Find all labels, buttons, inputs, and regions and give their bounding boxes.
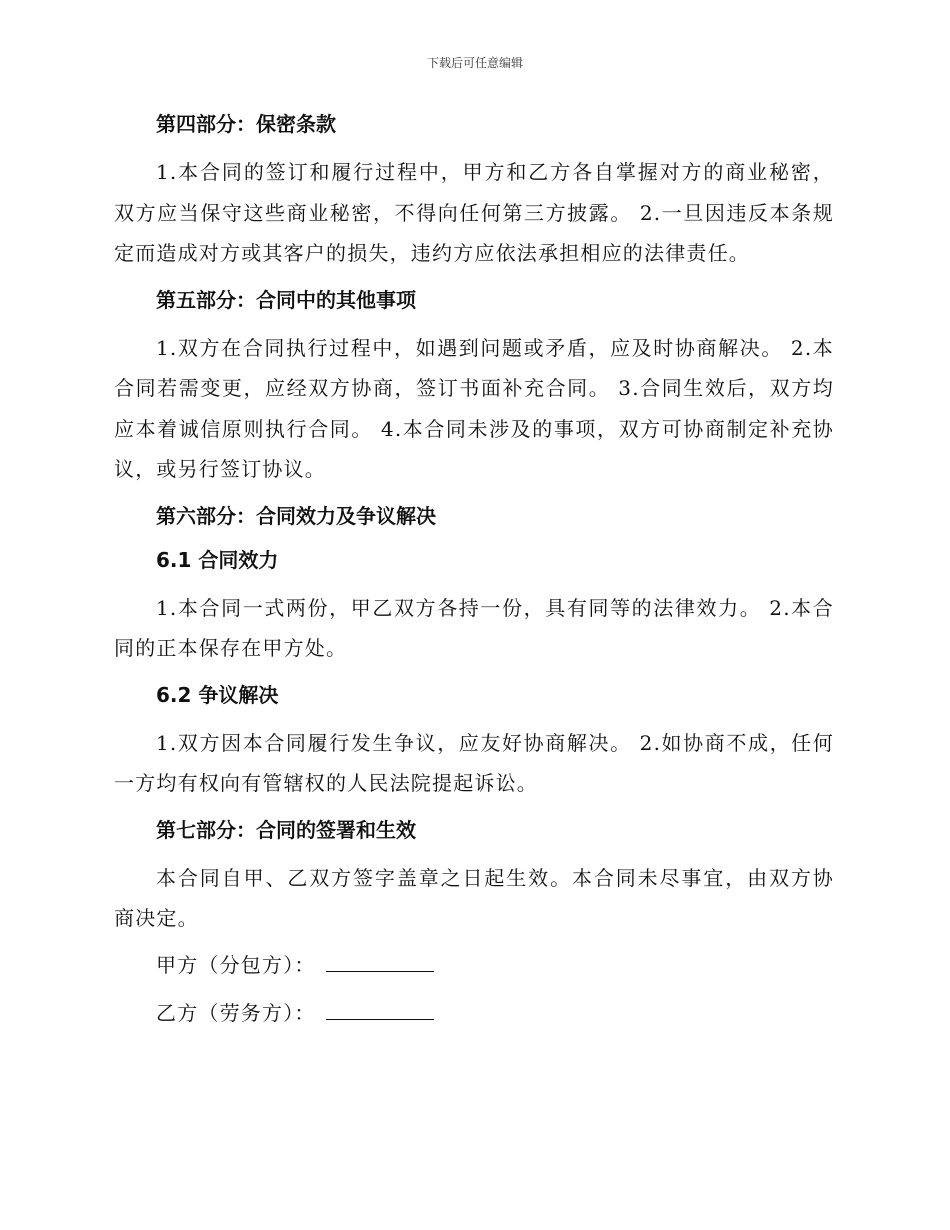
party-b-signature-blank[interactable] — [326, 997, 434, 1020]
section-4-paragraph: 1.本合同的签订和履行过程中，甲方和乙方各自掌握对方的商业秘密，双方应当保守这些商业秘密，不得向任何第三方披露。 2.一旦因违反本条规定而造成对方或其客户的损失，违约方应依法承担相应的法律责任。 — [114, 160, 834, 265]
subsection-6-2-title: 6.2 争议解决 — [156, 682, 279, 707]
section-5-paragraph: 1.双方在合同执行过程中，如遇到问题或矛盾，应及时协商解决。 2.本合同若需变更，应经双方协商，签订书面补充合同。 3.合同生效后，双方均应本着诚信原则执行合同。 4.本合同未涉及的事项，双方可协商制定补充协议，或另行签订协议。 — [114, 335, 834, 481]
party-a-signature-blank[interactable] — [326, 949, 434, 972]
section-7-paragraph: 本合同自甲、乙双方签字盖章之日起生效。本合同未尽事宜，由双方协商决定。 — [114, 865, 834, 930]
document-body — [114, 108, 834, 1045]
section-7-title: 第七部分：合同的签署和生效 — [156, 817, 416, 842]
section-6-title: 第六部分：合同效力及争议解决 — [156, 503, 436, 528]
subsection-6-1-paragraph: 1.本合同一式两份，甲乙双方各持一份，具有同等的法律效力。 2.本合同的正本保存在甲方处。 — [114, 595, 834, 660]
subsection-6-2-paragraph: 1.双方因本合同履行发生争议，应友好协商解决。 2.如协商不成，任何一方均有权向有管辖权的人民法院提起诉讼。 — [114, 730, 834, 795]
party-a-label: 甲方（分包方）： — [156, 952, 316, 977]
party-b-signature — [114, 997, 834, 1045]
party-b-label: 乙方（劳务方）： — [156, 1000, 316, 1025]
subsection-6-1-title: 6.1 合同效力 — [156, 547, 279, 572]
page-header-note: 下载后可任意编辑 — [426, 56, 523, 70]
party-a-signature — [114, 949, 834, 997]
section-4-title: 第四部分：保密条款 — [156, 112, 336, 136]
section-5-title: 第五部分：合同中的其他事项 — [156, 287, 416, 312]
